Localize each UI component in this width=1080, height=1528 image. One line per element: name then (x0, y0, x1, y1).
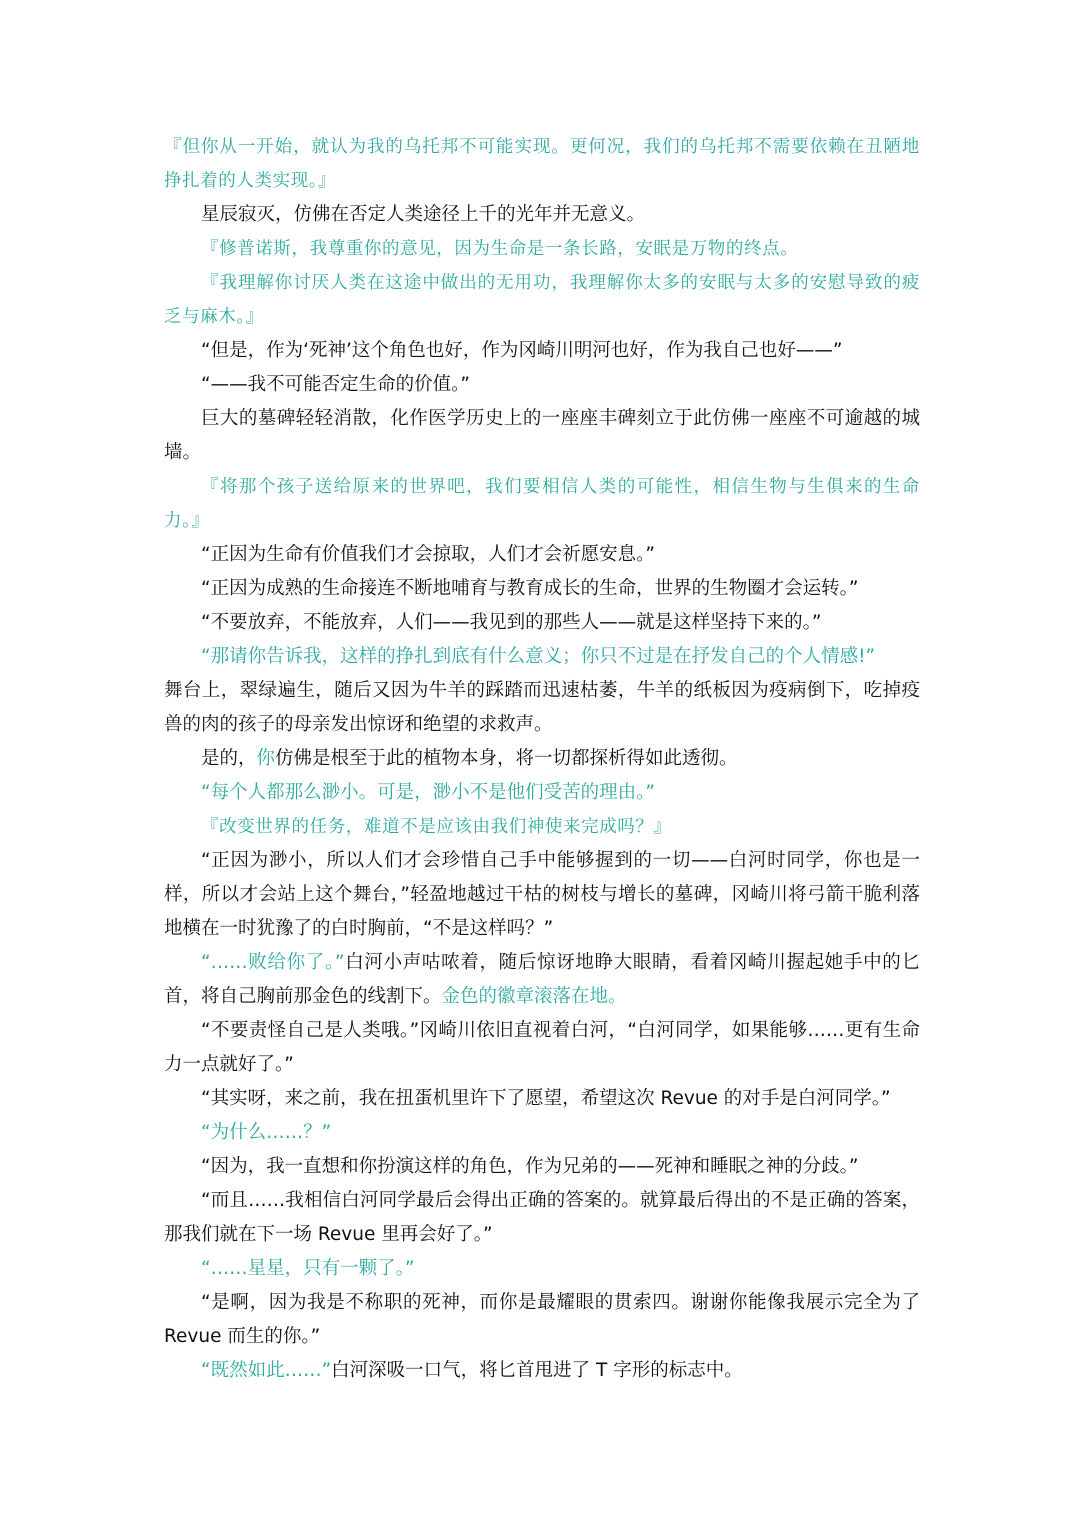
paragraph (164, 946, 920, 1014)
paragraph (164, 1252, 920, 1286)
narration-text: 仿佛是根至于此的植物本身，将一切都探析得如此透彻。 (275, 748, 738, 769)
narration-text: 白河深吸一口气，将匕首甩进了 T 字形的标志中。 (331, 1360, 743, 1381)
narration-text: 白河小声咕哝着，随后惊讶地睁大眼睛，看着冈崎川握起她手中的匕首，将自己胸前那金色的线割下。 (164, 952, 920, 1007)
dialogue-text: 『改变世界的任务，难道不是应该由我们神使来完成吗？』 (201, 817, 672, 837)
narration-text: “正因为成熟的生命接连不断地哺育与教育成长的生命，世界的生物圈才会运转。” (201, 578, 859, 599)
dialogue-text: “那请你告诉我，这样的挣扎到底有什么意义；你只不过是在抒发自己的个人情感!” (201, 646, 876, 667)
narration-text: 舞台上，翠绿遍生，随后又因为牛羊的踩踏而迅速枯萎，牛羊的纸板因为疫病倒下，吃掉疫兽的肉的孩子的母亲发出惊讶和绝望的求救声。 (164, 680, 920, 735)
paragraph (164, 232, 920, 266)
paragraph (164, 810, 920, 844)
narration-text: “正因为生命有价值我们才会掠取，人们才会祈愿安息。” (201, 544, 655, 565)
dialogue-text: “……败给你了。” (201, 952, 345, 973)
dialogue-text: 金色的徽章滚落在地。 (441, 986, 627, 1007)
paragraph (164, 844, 920, 946)
narration-text: “——我不可能否定生命的价值。” (201, 374, 470, 395)
narration-text: “而且……我相信白河同学最后会得出正确的答案的。就算最后得出的不是正确的答案，那我们就在下一场 Revue 里再会好了。” (164, 1190, 920, 1245)
paragraph (164, 1286, 920, 1354)
narration-text: “不要放弃，不能放弃，人们——我见到的那些人——就是这样坚持下来的。” (201, 612, 822, 633)
dialogue-text: 『但你从一开始，就认为我的乌托邦不可能实现。更何况，我们的乌托邦不需要依赖在丑陋地挣扎着的人类实现。』 (164, 137, 920, 191)
paragraph (164, 334, 920, 368)
paragraph (164, 538, 920, 572)
paragraph (164, 742, 920, 776)
dialogue-text: 『我理解你讨厌人类在这途中做出的无用功，我理解你太多的安眠与太多的安慰导致的疲乏与麻木。』 (164, 273, 920, 327)
narration-text: “但是，作为‘死神’这个角色也好，作为冈崎川明河也好，作为我自己也好——” (201, 340, 843, 361)
paragraph (164, 470, 920, 538)
paragraph (164, 266, 920, 334)
dialogue-text: 『修普诺斯，我尊重你的意见，因为生命是一条长路，安眠是万物的终点。 (201, 239, 799, 259)
narration-text: “因为，我一直想和你扮演这样的角色，作为兄弟的——死神和睡眠之神的分歧。” (201, 1156, 859, 1177)
paragraph (164, 572, 920, 606)
paragraph (164, 1184, 920, 1252)
paragraph (164, 1014, 920, 1082)
paragraph (164, 776, 920, 810)
paragraph (164, 1082, 920, 1116)
narration-text: “正因为渺小，所以人们才会珍惜自己手中能够握到的一切——白河时同学，你也是一样，所以才会站上这个舞台，”轻盈地越过干枯的树枝与增长的墓碑，冈崎川将弓箭干脆利落地横在一时犹豫了的白时胸前，“不是这样吗？” (164, 850, 920, 939)
paragraph (164, 368, 920, 402)
dialogue-text: “……星星，只有一颗了。” (201, 1258, 415, 1279)
paragraph (164, 402, 920, 470)
paragraph (164, 1116, 920, 1150)
narration-text: “不要责怪自己是人类哦。”冈崎川依旧直视着白河，“白河同学，如果能够……更有生命力一点就好了。” (164, 1020, 920, 1075)
document-body (164, 130, 920, 1388)
paragraph (164, 640, 920, 674)
narration-text: 是的， (201, 748, 257, 769)
dialogue-text: “为什么……？” (201, 1122, 332, 1143)
paragraph (164, 606, 920, 640)
paragraph (164, 1150, 920, 1184)
paragraph (164, 198, 920, 232)
narration-text: 星辰寂灭，仿佛在否定人类途径上千的光年并无意义。 (201, 204, 646, 225)
dialogue-text: “既然如此……” (201, 1360, 332, 1381)
paragraph (164, 674, 920, 742)
dialogue-text: 你 (256, 748, 276, 769)
narration-text: “是啊，因为我是不称职的死神，而你是最耀眼的贯索四。谢谢你能像我展示完全为了 Revue 而生的你。” (164, 1292, 920, 1347)
paragraph (164, 1354, 920, 1388)
dialogue-text: “每个人都那么渺小。可是，渺小不是他们受苦的理由。” (201, 782, 655, 803)
narration-text: 巨大的墓碑轻轻消散，化作医学历史上的一座座丰碑刻立于此仿佛一座座不可逾越的城墙。 (164, 408, 920, 463)
dialogue-text: 『将那个孩子送给原来的世界吧，我们要相信人类的可能性，相信生物与生俱来的生命力。』 (164, 477, 920, 531)
narration-text: “其实呀，来之前，我在扭蛋机里许下了愿望，希望这次 Revue 的对手是白河同学。” (201, 1088, 891, 1109)
paragraph (164, 130, 920, 198)
